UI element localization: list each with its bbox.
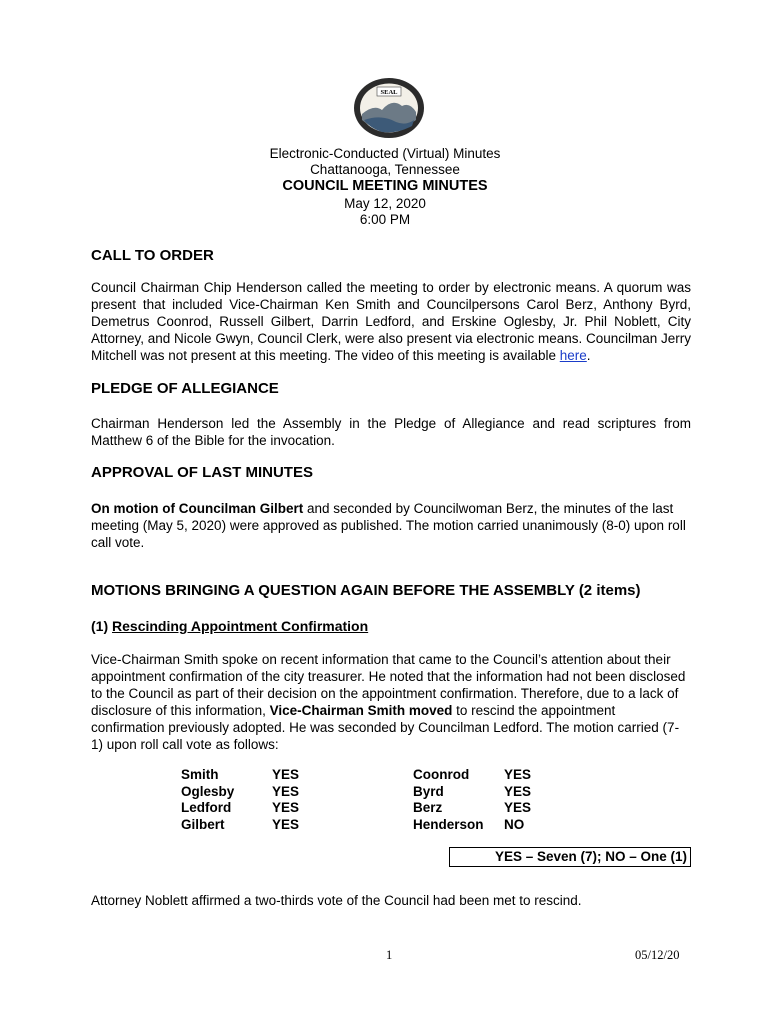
section-heading-call-to-order: CALL TO ORDER xyxy=(91,247,214,264)
item-title: Rescinding Appointment Confirmation xyxy=(112,618,369,634)
video-link[interactable]: here xyxy=(559,348,587,363)
page-number: 1 xyxy=(386,948,393,962)
vote-result-box: YES – Seven (7); NO – One (1) xyxy=(449,847,691,867)
approval-paragraph xyxy=(91,500,691,551)
vote-name: Oglesby xyxy=(181,783,235,799)
call-to-order-paragraph xyxy=(91,279,691,364)
svg-text:SEAL: SEAL xyxy=(380,89,398,96)
item-number: (1) xyxy=(91,618,109,634)
meeting-time: 6:00 PM xyxy=(359,212,411,227)
approval-motion-lead: On motion of Councilman Gilbert xyxy=(91,501,304,516)
vote-value: YES xyxy=(272,783,300,799)
page-title: COUNCIL MEETING MINUTES xyxy=(282,178,488,194)
call-to-order-text: Council Chairman Chip Henderson called the meeting to order by electronic means. A quorum was present that included Vice-Chairman Ken Smith and Councilpersons Carol Berz, Anthony Byrd, Demetrus Coonrod, Russell Gilbert, Darrin Ledford, and Erskine Oglesby, Jr. Phil Noblett, City Attorney, and Nicole Gwyn, Council Clerk, were also present via electronic means. Councilman Jerry Mitchell was not present at this meeting. The video of this meeting is available xyxy=(91,280,691,363)
motion-paragraph xyxy=(91,651,691,753)
vote-names-right xyxy=(413,767,484,833)
vote-value: YES xyxy=(272,800,300,815)
vote-value: YES xyxy=(504,800,532,815)
vote-value: YES xyxy=(272,816,300,832)
attorney-note: Attorney Noblett affirmed a two-thirds vote of the Council had been met to rescind. xyxy=(91,893,582,908)
call-to-order-end: . xyxy=(586,348,591,363)
subtitle-virtual-minutes: Electronic-Conducted (Virtual) Minutes xyxy=(269,146,501,161)
vote-value: YES xyxy=(504,783,532,799)
vote-value: YES xyxy=(272,767,300,782)
vote-values-left xyxy=(272,767,299,833)
meeting-date: May 12, 2020 xyxy=(344,196,426,211)
motion-text-2: to rescind the appointment confirmation previously adopted. He was seconded by Councilman Ledford. The motion carried (7-1) upon roll call vote as follows: xyxy=(91,703,680,752)
pledge-paragraph: Chairman Henderson led the Assembly in the Pledge of Allegiance and read scriptures from Matthew 6 of the Bible for the invocation. xyxy=(91,416,691,448)
city-seal-logo xyxy=(352,76,426,140)
vote-name: Coonrod xyxy=(413,767,470,782)
vote-value: NO xyxy=(504,816,525,832)
vote-name: Ledford xyxy=(181,800,232,815)
vote-name: Gilbert xyxy=(181,816,225,832)
vote-name: Byrd xyxy=(413,783,444,799)
footer-date: 05/12/20 xyxy=(635,948,680,962)
motion-text-1: Vice-Chairman Smith spoke on recent information that came to the Council’s attention about their appointment confirmation of the city treasurer. He noted that the information had not been disclosed to the Council as part of their decision on the appointment confirmation. Therefore, due to a lack of disclosure of this information, xyxy=(91,652,686,718)
vote-names-left xyxy=(181,767,234,833)
subtitle-city: Chattanooga, Tennessee xyxy=(310,162,460,177)
vote-name: Smith xyxy=(181,767,219,782)
motion-mover: Vice-Chairman Smith moved xyxy=(269,703,453,718)
approval-text: and seconded by Councilwoman Berz, the minutes of the last meeting (May 5, 2020) were approved as published. The motion carried unanimously (8-0) upon roll call vote. xyxy=(91,501,686,550)
vote-name: Henderson xyxy=(413,816,484,832)
vote-value: YES xyxy=(504,767,532,782)
section-heading-motions: MOTIONS BRINGING A QUESTION AGAIN BEFORE THE ASSEMBLY (2 items) xyxy=(91,582,641,599)
vote-name: Berz xyxy=(413,800,443,815)
vote-values-right xyxy=(504,767,531,833)
section-heading-pledge: PLEDGE OF ALLEGIANCE xyxy=(91,380,279,397)
item-heading-rescinding xyxy=(91,618,368,634)
section-heading-approval: APPROVAL OF LAST MINUTES xyxy=(91,464,313,481)
